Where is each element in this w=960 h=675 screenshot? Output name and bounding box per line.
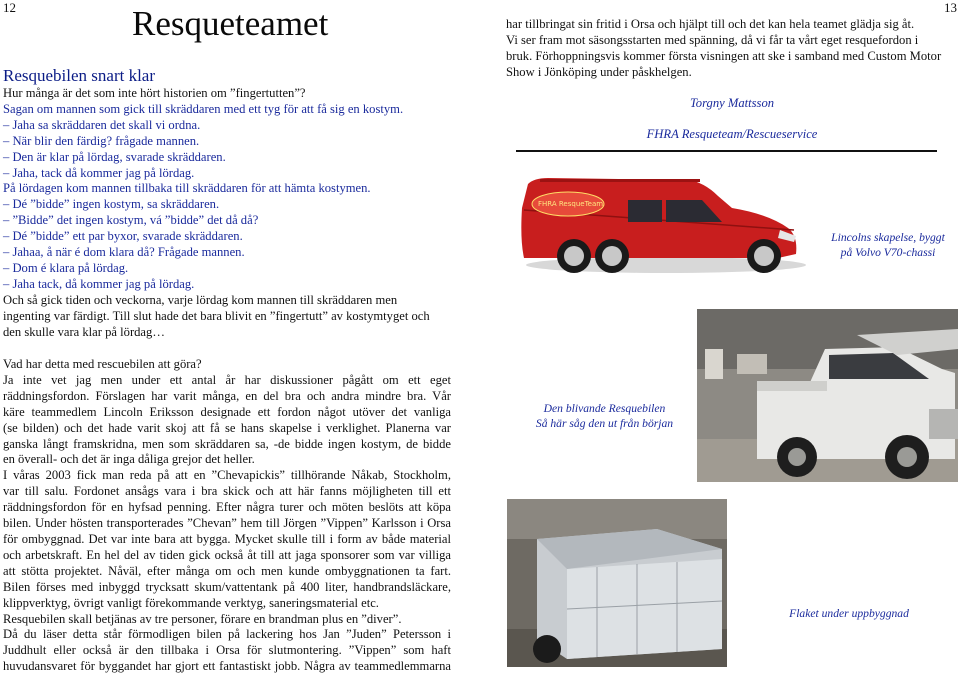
dialogue-line: – Jaha sa skräddaren det skall vi ordna. bbox=[3, 117, 201, 132]
body-line: Juddhult eller också är den tillbaka i Orsa för slutmontering. ”Vippen” som haft bbox=[3, 643, 451, 658]
dialogue-line: – Jaha, tack då kommer jag på lördag. bbox=[3, 165, 195, 180]
body-line: klippverktyg, övrigt vanligt förekommande verktyg, saneringsmaterial etc. bbox=[3, 595, 379, 610]
dialogue-line: – Jaha tack, då kommer jag på lördag. bbox=[3, 276, 195, 291]
caption-volvo-line-2: på Volvo V70-chassi bbox=[840, 246, 936, 259]
body-line: bilen. Under hösten transporterades ”Chevan” hem till Jörgen ”Vippen” Karlsson i Orsa bbox=[3, 516, 451, 531]
caption-volvo bbox=[818, 230, 958, 260]
body-line: en överall- och det är inga dåliga grejor det heller. bbox=[3, 452, 255, 467]
author-name: Torgny Mattsson bbox=[689, 96, 775, 110]
body-line: huvudansvaret för byggandet har gjort ett fantastiskt jobb. Några av teammedlemmarna bbox=[3, 659, 451, 674]
continuation-line: bruk. Förhoppningsvis kommer första visningen att ske i samband med Custom Motor bbox=[506, 48, 942, 63]
dialogue-line: den skulle vara klar på lördag… bbox=[3, 324, 165, 339]
body-line: käre teammedlem Lincoln Eriksson designade ett fordon något utöver det vanliga bbox=[3, 404, 451, 419]
body-line: Då du läser detta står förmodligen bilen på lackering hos Jan ”Juden” Petersson i bbox=[3, 627, 451, 642]
body-line: räddningsfordon. Förslagen har varit många, en del bra och andra mindre bra. Vår bbox=[3, 388, 451, 403]
page-title: Resqueteamet bbox=[132, 4, 329, 43]
dialogue-line: Sagan om mannen som gick till skräddaren med ett tyg för att få sig en kostym. bbox=[3, 101, 404, 116]
dialogue-line: Hur många är det som inte hört historien om ”fingertutten”? bbox=[3, 86, 306, 100]
car-logo-text: FHRA ResqueTeam bbox=[538, 200, 604, 208]
body-line: I våras 2003 fick man reda på att en ”Chevapickis” tillhörande Nåkab, Stockholm, bbox=[3, 468, 451, 483]
continuation-line: Vi ser fram mot säsongsstarten med spänning, då vi får ta vårt eget resquefordon i bbox=[506, 32, 919, 47]
dialogue-line: Och så gick tiden och veckorna, varje lördag kom mannen till skräddaren men bbox=[3, 292, 398, 307]
body-line: Vad har detta med rescuebilen att göra? bbox=[3, 357, 202, 371]
body-line: Bilen förses med inbyggd trycksatt skum/vattentank på 400 liter, handbrandsläckare, bbox=[3, 579, 451, 594]
story-dialogue bbox=[3, 86, 458, 341]
body-line: (se bilden) och det hade varit skoj att få se hans skapelse i verklighet. Planerna var bbox=[3, 420, 451, 435]
caption-volvo-line-1: Lincolns skapelse, byggt bbox=[831, 231, 945, 244]
divider-line bbox=[516, 150, 937, 152]
author-organization: FHRA Resqueteam/Rescueservice bbox=[646, 127, 818, 141]
caption-pickup-line-1: Den blivande Resquebilen bbox=[543, 402, 666, 415]
pickup-garage-photo bbox=[697, 309, 958, 482]
caption-pickup-line-2: Så här såg den ut från början bbox=[535, 417, 674, 430]
continuation-line: har tillbringat sin fritid i Orsa och hjälpt till och det kan hela teamet glädja sig åt. bbox=[506, 17, 915, 31]
body-line: att stötta projektet. Nåväl, efter många om och men kunde ombyggnationen ta fart. bbox=[3, 563, 451, 578]
body-line: och arbetskraft. En hel del av tiden gick också åt till att jaga sponsorer som var villiga bbox=[3, 547, 451, 562]
body-line: för ombyggnad. Det var inte bara att bygga. Mycket skulle till i form av både material bbox=[3, 531, 451, 546]
dialogue-line: – Dé ”bidde” ingen kostym, sa skräddaren. bbox=[3, 197, 220, 212]
continuation-line: Show i Jönköping under påskhelgen. bbox=[506, 64, 692, 79]
article-body bbox=[3, 357, 451, 675]
body-line: Resquebilen skall betjänas av tre personer, förare en brandman plus en ”diver”. bbox=[3, 611, 402, 626]
body-line: Ja inte vet jag men under ett antal år har diskussioner pågått om ett eget bbox=[3, 372, 451, 387]
page-number-right: 13 bbox=[944, 0, 957, 15]
dialogue-line: – ”Bidde” det ingen kostym, vá ”bidde” det då då? bbox=[3, 213, 259, 228]
caption-flatbed: Flaket under uppbyggnad bbox=[789, 607, 909, 620]
article-continuation bbox=[506, 17, 958, 81]
page-number-left: 12 bbox=[3, 0, 16, 15]
dialogue-line: – Den är klar på lördag, svarade skräddaren. bbox=[3, 149, 226, 164]
article-heading: Resquebilen snart klar bbox=[3, 66, 156, 85]
caption-pickup bbox=[517, 401, 692, 431]
flatbed-construction-photo bbox=[507, 499, 727, 667]
dialogue-line: ingenting var färdigt. Till slut hade det bara blivit en ”fingertutt” av kostymtyget och bbox=[3, 308, 430, 323]
dialogue-line: – Dom é klara på lördag. bbox=[3, 260, 129, 275]
volvo-rescue-car-photo bbox=[518, 170, 810, 278]
dialogue-line: – När blir den färdig? frågade mannen. bbox=[3, 133, 200, 148]
dialogue-line: På lördagen kom mannen tillbaka till skräddaren för att hämta kostymen. bbox=[3, 181, 371, 196]
dialogue-line: – Dé ”bidde” ett par byxor, svarade skräddaren. bbox=[3, 229, 243, 244]
dialogue-line: – Jahaa, å när é dom klara då? Frågade mannen. bbox=[3, 245, 245, 260]
body-line: räddningsfordon för en hyfsad penning. Efter några turer och möten beslöts att köpa bbox=[3, 500, 451, 515]
body-line: var till salu. Fordonet ansågs vara i bra skick och att här fanns möjligheten till ett bbox=[3, 484, 451, 499]
body-line: ganska långt framskridna, men som skräddaren sa, -de bidde ingen kostym, de bidde bbox=[3, 436, 451, 451]
